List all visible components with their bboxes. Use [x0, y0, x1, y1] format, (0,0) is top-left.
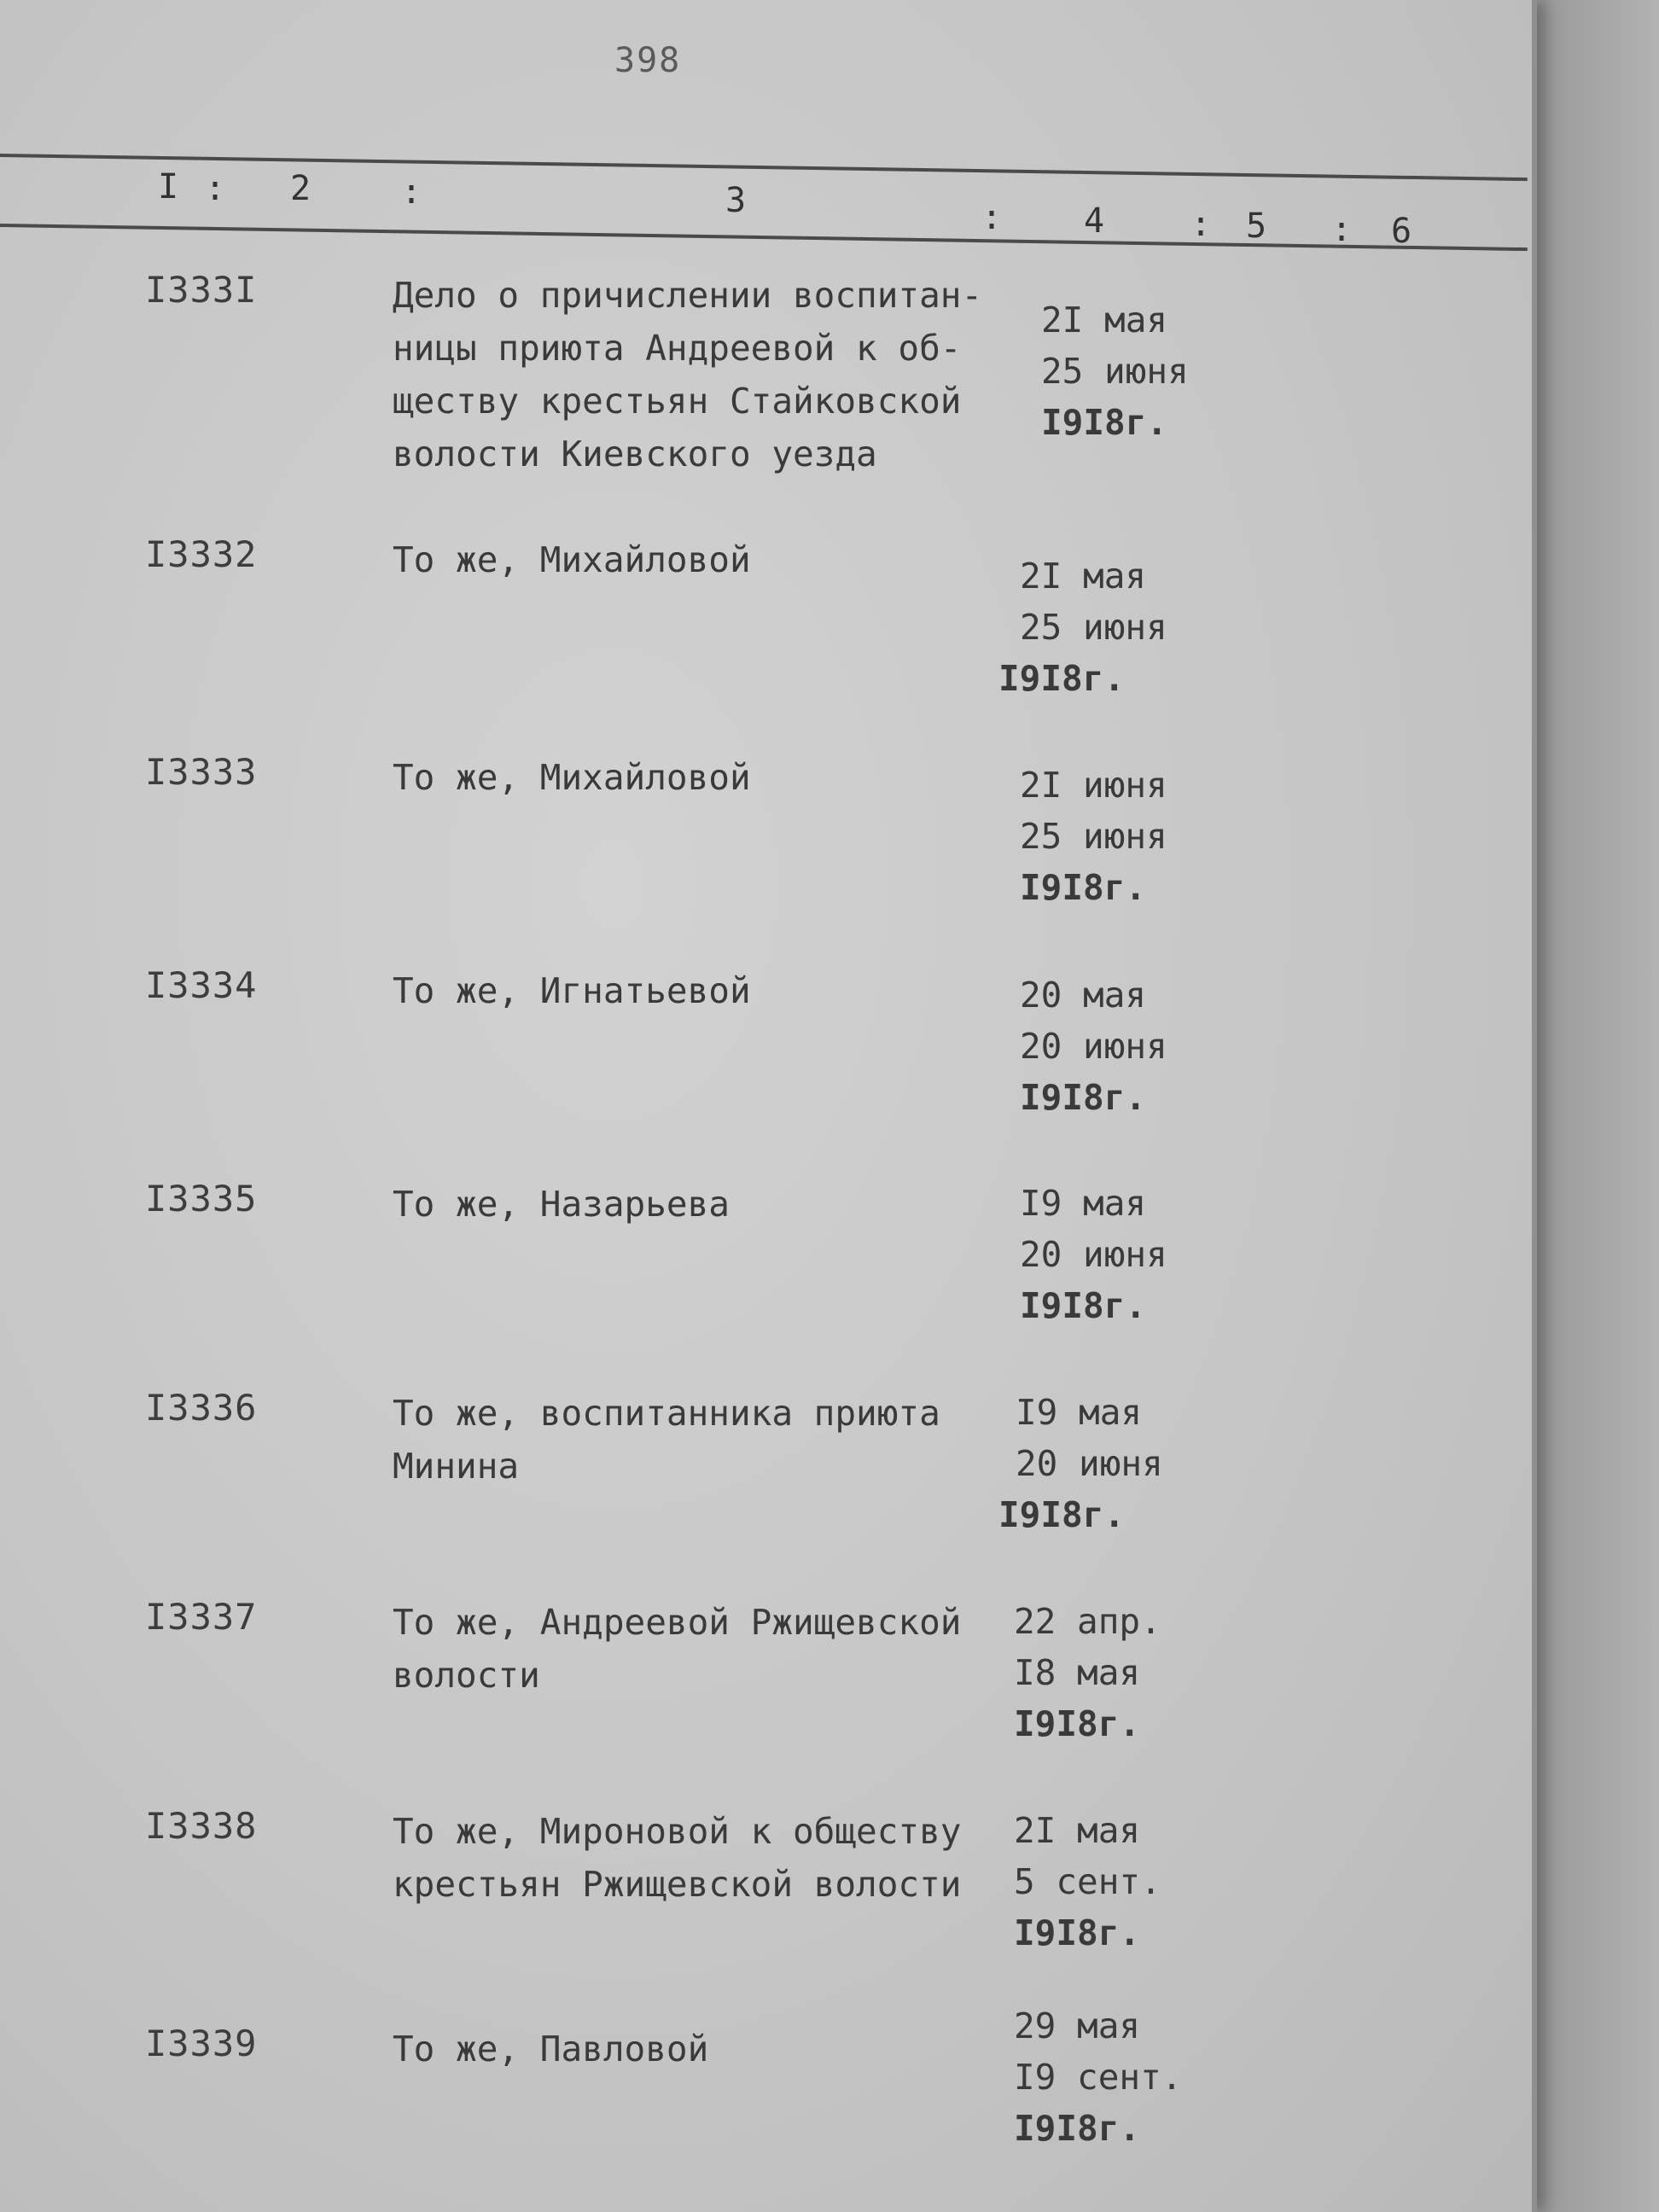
date-end: 5 сент.: [1014, 1861, 1161, 1902]
header-separator: :: [981, 198, 1003, 237]
date-year: I9I8г.: [1014, 1703, 1141, 1744]
header-col-5: 5: [1246, 207, 1267, 246]
file-number: I333I: [145, 269, 258, 311]
file-title: То же, Павловой: [393, 2029, 709, 2069]
file-title: Дело о причислении воспитан- ницы приюта Андреевой к об- ществу крестьян Стайковской волости Киевского уезда: [393, 275, 983, 474]
date-year: I9I8г.: [1041, 402, 1168, 443]
file-title: То же, Михайловой: [393, 757, 751, 798]
date-year: I9I8г.: [998, 658, 1126, 699]
file-number: I3339: [145, 2023, 258, 2064]
file-title: То же, Михайловой: [393, 539, 751, 580]
file-dates: [1041, 294, 1237, 448]
date-start: 2I мая: [1014, 1810, 1141, 1851]
header-rule-top: [0, 154, 1528, 181]
header-col-4: 4: [1084, 201, 1105, 241]
date-start: 22 апр.: [1014, 1601, 1161, 1642]
file-dates: [998, 1387, 1212, 1540]
file-dates: [1014, 1805, 1210, 1959]
file-dates: [1020, 760, 1216, 913]
header-separator: :: [1190, 205, 1212, 244]
date-year: I9I8г.: [1020, 867, 1147, 908]
date-end: 20 июня: [1016, 1443, 1163, 1484]
date-start: 20 мая: [1020, 975, 1147, 1016]
date-year: I9I8г.: [1014, 1912, 1141, 1953]
date-start: 2I мая: [1020, 556, 1147, 597]
header-col-2: 2: [290, 169, 311, 208]
date-end: I9 сент.: [1014, 2057, 1183, 2098]
file-title: То же, Назарьева: [393, 1184, 730, 1225]
date-start: 2I мая: [1041, 300, 1168, 341]
header-separator: :: [1331, 210, 1353, 249]
file-number: I3334: [145, 964, 258, 1006]
file-number: I3333: [145, 751, 258, 793]
header-col-6: 6: [1391, 212, 1412, 251]
file-number: I3332: [145, 533, 258, 575]
date-year: I9I8г.: [1020, 1285, 1147, 1326]
date-start: I9 мая: [1016, 1392, 1143, 1433]
date-end: 25 июня: [1020, 607, 1167, 648]
file-dates: [1020, 1178, 1216, 1331]
date-year: I9I8г.: [1014, 2108, 1141, 2149]
date-end: I8 мая: [1014, 1652, 1141, 1693]
date-end: 25 июня: [1041, 351, 1189, 392]
date-year: I9I8г.: [998, 1494, 1126, 1535]
file-title: То же, воспитанника приюта Минина: [393, 1393, 940, 1487]
date-end: 20 июня: [1020, 1234, 1167, 1275]
date-end: 25 июня: [1020, 816, 1167, 857]
file-dates: [1014, 1596, 1210, 1749]
file-title: То же, Игнатьевой: [393, 970, 751, 1011]
file-number: I3338: [145, 1805, 258, 1847]
date-year: I9I8г.: [1020, 1077, 1147, 1118]
header-separator: :: [401, 172, 422, 212]
file-number: I3337: [145, 1596, 258, 1638]
date-end: 20 июня: [1020, 1026, 1167, 1067]
date-start: 29 мая: [1014, 2005, 1141, 2046]
file-dates: [1020, 969, 1216, 1123]
file-dates: [998, 550, 1216, 704]
header-rule-bottom: [0, 224, 1528, 251]
file-number: I3335: [145, 1178, 258, 1220]
date-start: I9 мая: [1020, 1183, 1147, 1224]
date-start: 2I июня: [1020, 765, 1167, 806]
header-separator: :: [205, 169, 226, 208]
page-number: 398: [614, 41, 682, 80]
file-number: I3336: [145, 1387, 258, 1429]
header-col-3: 3: [725, 181, 747, 220]
file-title: То же, Мироновой к обществу крестьян Ржищевской волости: [393, 1811, 962, 1905]
file-title: То же, Андреевой Ржищевской волости: [393, 1602, 962, 1696]
file-dates: [1014, 2000, 1210, 2154]
header-col-1: I: [158, 167, 179, 207]
